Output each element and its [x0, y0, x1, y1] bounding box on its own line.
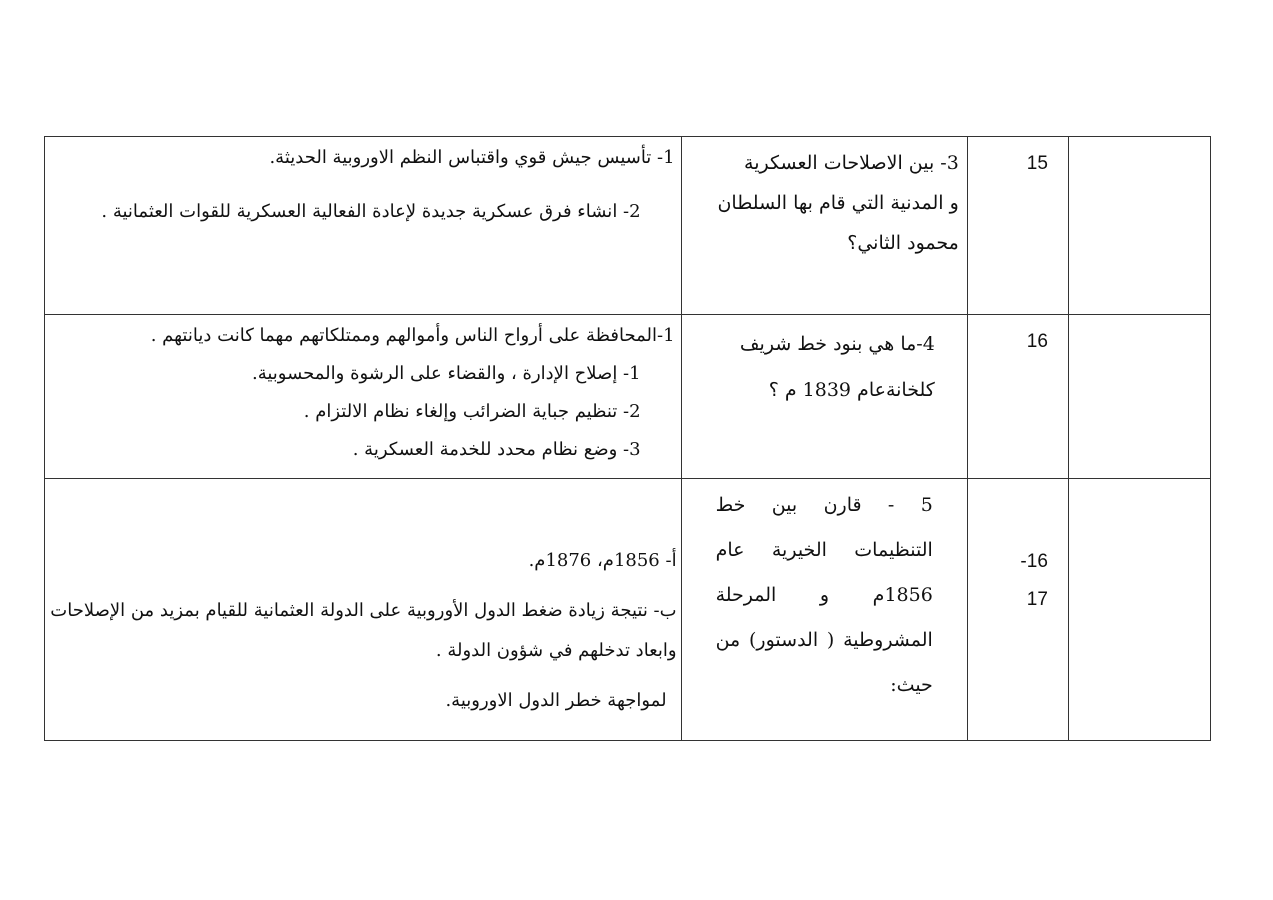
- answer-cell: [45, 137, 682, 315]
- question-cell: [681, 479, 967, 741]
- question-line: حيث:: [890, 674, 933, 696]
- question-line: المشروطية ( الدستور) من: [715, 629, 933, 651]
- question-line: 3- بين الاصلاحات العسكرية: [744, 152, 959, 174]
- question-cell: [681, 137, 967, 315]
- question-number-cell: [967, 137, 1068, 315]
- question-number: 16-: [1020, 551, 1048, 572]
- question-number-cell: [967, 479, 1068, 741]
- answer-line: 2- انشاء فرق عسكرية جديدة لإعادة الفعالية العسكرية للقوات العثمانية .: [101, 201, 641, 222]
- table-row: [45, 479, 1211, 741]
- question-line: كلخانةعام 1839 م ؟: [768, 379, 935, 401]
- answer-line: 1- إصلاح الإدارة ، والقضاء على الرشوة والمحسوبية.: [251, 363, 641, 384]
- answer-line: ب- نتيجة زيادة ضغط الدول الأوروبية على الدولة العثمانية للقيام بمزيد من الإصلاحات: [50, 600, 677, 621]
- answer-line: 3- وضع نظام محدد للخدمة العسكرية .: [352, 439, 641, 460]
- table-row: [45, 315, 1211, 479]
- question-line: 1856م و المرحلة: [715, 584, 933, 606]
- answer-line: وابعاد تدخلهم في شؤون الدولة .: [435, 640, 677, 661]
- question-line: التنظيمات الخيرية عام: [715, 539, 933, 561]
- answer-cell: [45, 315, 682, 479]
- question-line: 5 - قارن بين خط: [715, 494, 933, 516]
- answer-line: 1-المحافظة على أرواح الناس وأموالهم وممتلكاتهم مهما كانت ديانتهم .: [150, 325, 675, 346]
- question-number: 15: [1026, 153, 1048, 174]
- table-row: [45, 137, 1211, 315]
- blank-cell: [1068, 137, 1210, 315]
- answer-line: أ- 1856م، 1876م.: [528, 550, 677, 571]
- question-number-cell: [967, 315, 1068, 479]
- question-line: محمود الثاني؟: [847, 232, 959, 254]
- blank-cell: [1068, 315, 1210, 479]
- answer-cell: [45, 479, 682, 741]
- answer-line: 2- تنظيم جباية الضرائب وإلغاء نظام الالتزام .: [303, 401, 641, 422]
- question-number: 17: [1026, 589, 1048, 610]
- blank-cell: [1068, 479, 1210, 741]
- answer-line: لمواجهة خطر الدول الاوروبية.: [445, 690, 667, 711]
- question-line: 4-ما هي بنود خط شريف: [739, 333, 935, 355]
- question-line: و المدنية التي قام بها السلطان: [717, 192, 959, 214]
- answer-table: [44, 136, 1211, 741]
- question-cell: [681, 315, 967, 479]
- question-number: 16: [1026, 331, 1048, 352]
- answer-line: 1- تأسيس جيش قوي واقتباس النظم الاوروبية الحديثة.: [269, 147, 675, 168]
